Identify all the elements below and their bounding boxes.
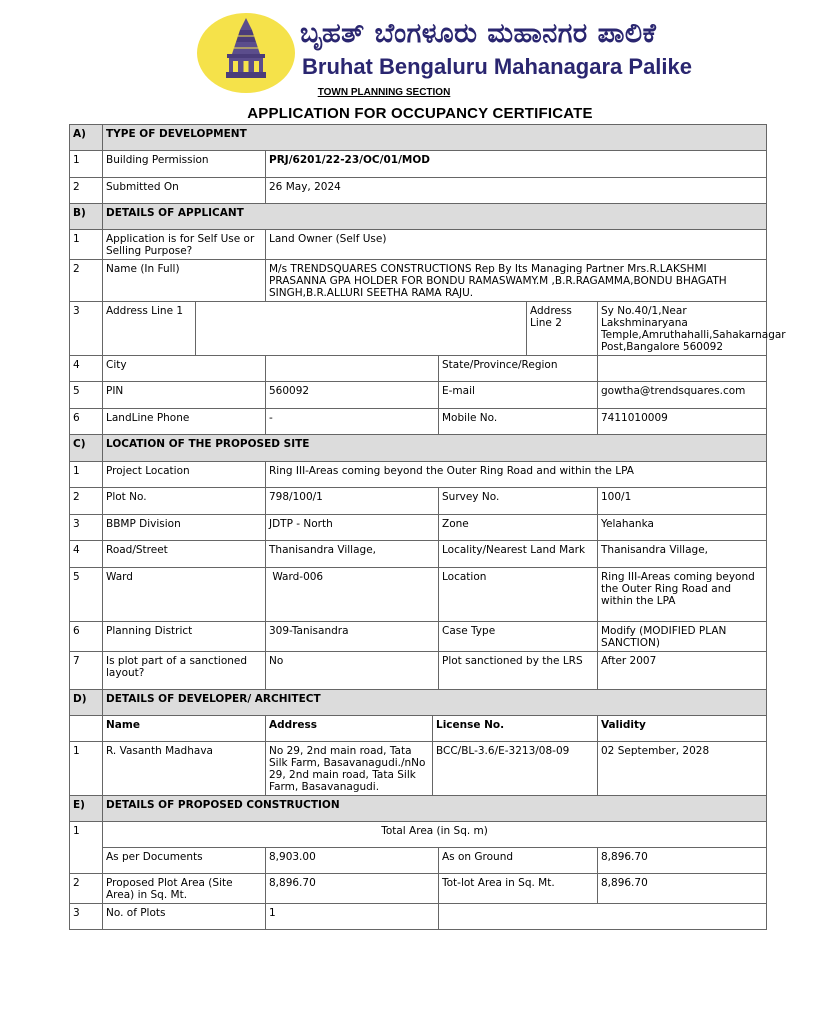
field-label: Plot sanctioned by the LRS [439,652,598,690]
row-number: 2 [70,260,103,302]
no-of-plots-value: 1 [266,904,439,930]
field-label: City [103,356,266,382]
field-label: State/Province/Region [439,356,598,382]
field-label: Road/Street [103,541,266,568]
section-title: DETAILS OF APPLICANT [103,204,767,230]
bbmp-temple-logo-icon [196,12,296,94]
ward-value: Ward-006 [266,568,439,622]
row-number: 1 [70,742,103,796]
address-line-1-value [196,302,527,356]
form-row [70,462,767,488]
survey-no-value: 100/1 [598,488,767,515]
row-number: 1 [70,462,103,488]
field-label: Name (In Full) [103,260,266,302]
field-label: Locality/Nearest Land Mark [439,541,598,568]
row-number: 7 [70,652,103,690]
as-on-ground-value: 8,896.70 [598,848,767,874]
row-number: 4 [70,541,103,568]
sanctioned-layout-value: No [266,652,439,690]
section-b-header [70,204,767,230]
field-label: E-mail [439,382,598,409]
field-label: No. of Plots [103,904,266,930]
field-label: Mobile No. [439,409,598,435]
field-label: Location [439,568,598,622]
field-label: Proposed Plot Area (Site Area) in Sq. Mt. [103,874,266,904]
field-label: PIN [103,382,266,409]
row-number: 5 [70,568,103,622]
developer-license: BCC/BL-3.6/E-3213/08-09 [433,742,598,796]
field-label: LandLine Phone [103,409,266,435]
row-number: 1 [70,230,103,260]
form-row [70,822,767,848]
form-row [70,260,767,302]
row-number: 1 [70,151,103,178]
field-label: As on Ground [439,848,598,874]
row-number: 2 [70,874,103,904]
developer-name: R. Vasanth Madhava [103,742,266,796]
location-value: Ring III-Areas coming beyond the Outer Ring Road and within the LPA [598,568,767,622]
project-location-value: Ring III-Areas coming beyond the Outer Ring Road and within the LPA [266,462,767,488]
column-header-name: Name [103,716,266,742]
road-street-value: Thanisandra Village, [266,541,439,568]
row-number: 6 [70,409,103,435]
field-label: Address Line 2 [527,302,598,356]
section-a-header [70,125,767,151]
form-row [70,622,767,652]
section-c-header [70,435,767,462]
form-row [70,874,767,904]
field-label: Application is for Self Use or Selling Purpose? [103,230,266,260]
form-row [70,568,767,622]
developer-address: No 29, 2nd main road, Tata Silk Farm, Basavanagudi./nNo 29, 2nd main road, Tata Silk Farm, Basavanagudi. [266,742,433,796]
kannada-org-name: ಬೃಹತ್ ಬೆಂಗಳೂರು ಮಹಾನಗರ ಪಾಲಿಕೆ [300,18,657,49]
section-e-header [70,796,767,822]
tot-lot-area-value: 8,896.70 [598,874,767,904]
form-title: APPLICATION FOR OCCUPANCY CERTIFICATE [247,105,593,122]
section-number: D) [70,690,103,716]
form-row [70,382,767,409]
plot-no-value: 798/100/1 [266,488,439,515]
developer-table-header [70,716,767,742]
row-number: 3 [70,904,103,930]
section-number: E) [70,796,103,822]
column-header-validity: Validity [598,716,767,742]
row-number: 5 [70,382,103,409]
proposed-plot-area-value: 8,896.70 [266,874,439,904]
row-number: 2 [70,178,103,204]
form-row [70,356,767,382]
row-number: 6 [70,622,103,652]
field-label: Submitted On [103,178,266,204]
row-number: 2 [70,488,103,515]
form-row [70,230,767,260]
email-value: gowtha@trendsquares.com [598,382,767,409]
mobile-value: 7411010009 [598,409,767,435]
page-header [0,0,768,122]
field-label: Planning District [103,622,266,652]
submitted-on-value: 26 May, 2024 [266,178,767,204]
form-row [70,151,767,178]
field-label: Survey No. [439,488,598,515]
form-row [70,904,767,930]
field-label: Case Type [439,622,598,652]
section-number: B) [70,204,103,230]
form-row [70,302,767,356]
field-label: Plot No. [103,488,266,515]
address-line-2-value: Sy No.40/1,Near Lakshminaryana Temple,Amruthahalli,Sahakarnagar Post,Bangalore 560092 [598,302,767,356]
field-label: Tot-lot Area in Sq. Mt. [439,874,598,904]
form-row [70,488,767,515]
form-row [70,409,767,435]
field-label: Project Location [103,462,266,488]
field-label: BBMP Division [103,515,266,541]
field-label: Building Permission [103,151,266,178]
field-label: Ward [103,568,266,622]
section-title: TYPE OF DEVELOPMENT [103,125,767,151]
field-label: Zone [439,515,598,541]
application-purpose-value: Land Owner (Self Use) [266,230,767,260]
row-number: 4 [70,356,103,382]
row-number [70,716,103,742]
form-row [70,848,767,874]
empty-cell [439,904,767,930]
field-label: Address Line 1 [103,302,196,356]
city-value [266,356,439,382]
field-label: As per Documents [103,848,266,874]
section-number: C) [70,435,103,462]
landline-value: - [266,409,439,435]
column-header-address: Address [266,716,433,742]
form-row [70,515,767,541]
zone-value: Yelahanka [598,515,767,541]
english-org-name: Bruhat Bengaluru Mahanagara Palike [302,54,692,79]
row-number: 1 [70,822,103,874]
applicant-name-value: M/s TRENDSQUARES CONSTRUCTIONS Rep By Its Managing Partner Mrs.R.LAKSHMI PRASANNA GPA HOLDER FOR BONDU RAMASWAMY.M ,B.R.RAGAMMA,BONDU BHAGATH SINGH,B.R.ALLURI SEETHA RAMA RAJU. [266,260,767,302]
column-header-license: License No. [433,716,598,742]
developer-validity: 02 September, 2028 [598,742,767,796]
building-permission-value: PRJ/6201/22-23/OC/01/MOD [266,151,767,178]
row-number: 3 [70,302,103,356]
planning-district-value: 309-Tanisandra [266,622,439,652]
landmark-value: Thanisandra Village, [598,541,767,568]
total-area-title: Total Area (in Sq. m) [103,822,767,848]
pin-value: 560092 [266,382,439,409]
section-title: LOCATION OF THE PROPOSED SITE [103,435,767,462]
bbmp-division-value: JDTP - North [266,515,439,541]
case-type-value: Modify (MODIFIED PLAN SANCTION) [598,622,767,652]
section-d-header [70,690,767,716]
form-row [70,541,767,568]
form-row [70,178,767,204]
as-per-documents-value: 8,903.00 [266,848,439,874]
field-label: Is plot part of a sanctioned layout? [103,652,266,690]
state-value [598,356,767,382]
section-title: DETAILS OF DEVELOPER/ ARCHITECT [103,690,767,716]
application-form-table [69,124,786,930]
table-row [70,742,767,796]
lrs-value: After 2007 [598,652,767,690]
row-number: 3 [70,515,103,541]
section-title: TOWN PLANNING SECTION [317,87,451,98]
form-row [70,652,767,690]
section-title: DETAILS OF PROPOSED CONSTRUCTION [103,796,767,822]
section-number: A) [70,125,103,151]
